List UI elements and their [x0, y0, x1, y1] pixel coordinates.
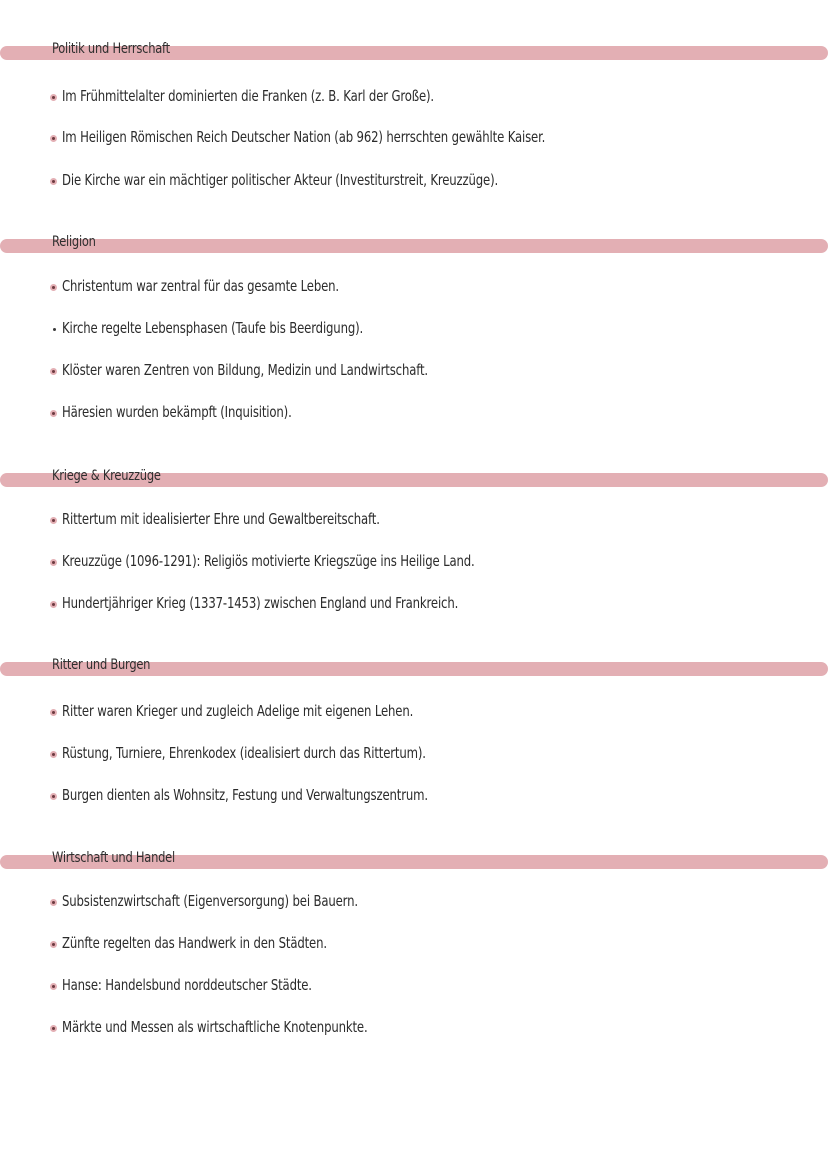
list-item-text: Zünfte regelten das Handwerk in den Städten. — [62, 934, 327, 952]
list-item-text: Ritter waren Krieger und zugleich Adelige mit eigenen Lehen. — [62, 702, 414, 720]
bullet-dot-icon — [50, 135, 57, 142]
list-item-text: Kreuzzüge (1096-1291): Religiös motivierte Kriegszüge ins Heilige Land. — [62, 552, 475, 570]
bullet-dot-icon — [50, 517, 57, 524]
list-item-text: Im Heiligen Römischen Reich Deutscher Nation (ab 962) herrschten gewählte Kaiser. — [62, 128, 546, 146]
heading-highlight — [0, 239, 828, 253]
bullet-dot-icon — [50, 751, 57, 758]
bullet-dot-icon — [50, 410, 57, 417]
bullet-dot-icon — [50, 94, 57, 101]
bullet-dot-icon — [50, 899, 57, 906]
bullet-dot-icon — [50, 1025, 57, 1032]
section-heading: Kriege & Kreuzzüge — [52, 468, 161, 484]
bullet-dot-icon — [50, 368, 57, 375]
bullet-dot-icon — [50, 284, 57, 291]
bullet-dot-icon — [50, 983, 57, 990]
bullet-dot-icon — [50, 601, 57, 608]
bullet-dot-icon — [50, 941, 57, 948]
bullet-dot-icon — [50, 793, 57, 800]
list-item-text: Kirche regelte Lebensphasen (Taufe bis Beerdigung). — [62, 319, 364, 337]
list-item-text: Subsistenzwirtschaft (Eigenversorgung) bei Bauern. — [62, 892, 358, 910]
list-item-text: Burgen dienten als Wohnsitz, Festung und Verwaltungszentrum. — [62, 786, 428, 804]
list-item-text: Hanse: Handelsbund norddeutscher Städte. — [62, 976, 312, 994]
bullet-dot-icon — [50, 178, 57, 185]
list-item-text: Christentum war zentral für das gesamte Leben. — [62, 277, 339, 295]
section-heading: Religion — [52, 234, 96, 250]
bullet-dot-icon — [50, 559, 57, 566]
list-item-text: Die Kirche war ein mächtiger politischer Akteur (Investiturstreit, Kreuzzüge). — [62, 171, 499, 189]
list-item-text: Klöster waren Zentren von Bildung, Medizin und Landwirtschaft. — [62, 361, 428, 379]
section-heading: Ritter und Burgen — [52, 657, 151, 673]
bullet-dot-icon — [53, 328, 56, 331]
list-item-text: Häresien wurden bekämpft (Inquisition). — [62, 403, 292, 421]
section-heading: Wirtschaft und Handel — [52, 850, 175, 866]
list-item-text: Hundertjähriger Krieg (1337-1453) zwischen England und Frankreich. — [62, 594, 459, 612]
bullet-dot-icon — [50, 709, 57, 716]
section-heading: Politik und Herrschaft — [52, 41, 170, 57]
list-item-text: Märkte und Messen als wirtschaftliche Knotenpunkte. — [62, 1018, 368, 1036]
list-item-text: Rittertum mit idealisierter Ehre und Gewaltbereitschaft. — [62, 510, 380, 528]
list-item-text: Rüstung, Turniere, Ehrenkodex (idealisiert durch das Rittertum). — [62, 744, 426, 762]
list-item-text: Im Frühmittelalter dominierten die Franken (z. B. Karl der Große). — [62, 87, 434, 105]
